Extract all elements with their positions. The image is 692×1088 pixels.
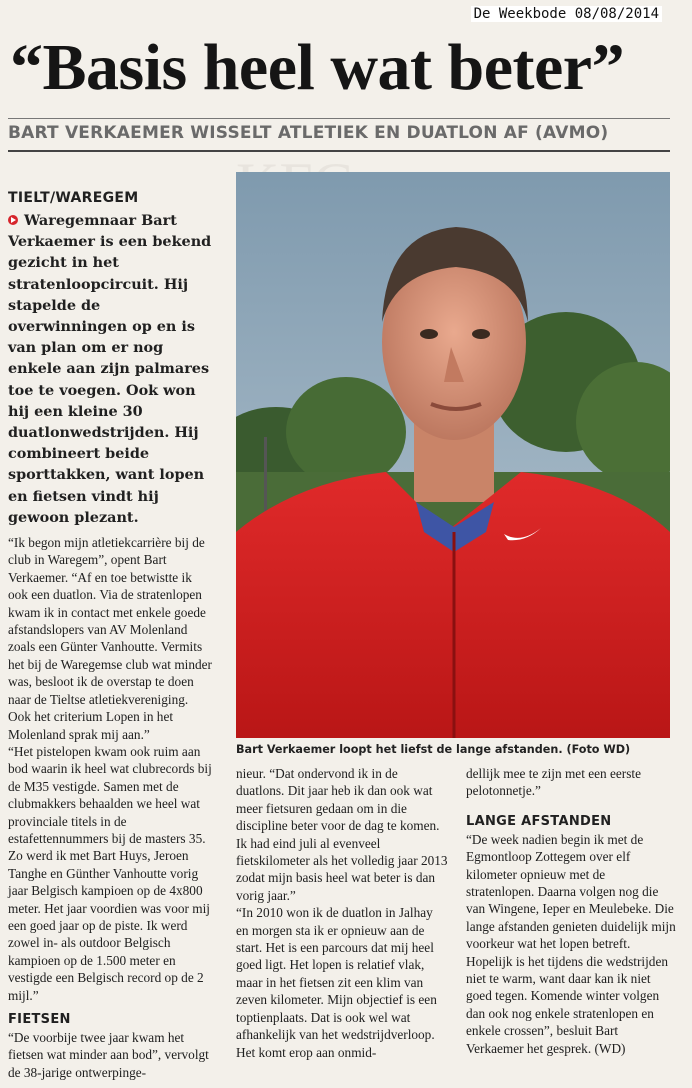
lead-paragraph: Waregemnaar Bart Verkaemer is een bekend gezicht in het stratenloopcircuit. Hij stapelde de overwinningen op en is van plan om er nog enkele aan zijn palmares toe te voegen. Ook won hij een kleine 30 duatlonwedstrijden. Hij combineert beide sporttakken, want lopen en fietsen vindt hij gewoon plezant. [8,212,212,526]
article-body [8,534,214,1081]
paragraph: “Het pistelopen kwam ook ruim aan bod waarin ik heel wat clubrecords bij de M35 vestigde. Samen met de clubmakkers behaalden we heel wat provinciale titels in de estafettennummers bij de masters 35. Zo werd ik met Bart Huys, Jeroen Tanghe en Günther Vanhoutte vorig jaar Belgisch kampioen op de 4x800 meter. Het jaar voordien was voor mij een goed jaar op de piste. Ik werd zowel in- als outdoor Belgisch kampioen op de 1.500 meter en vestigde een Belgisch record op de 2 mijl.” [8,743,212,1003]
section-heading: LANGE AFSTANDEN [466,813,612,829]
paragraph: dellijk mee te zijn met een eerste pelotonnetje.” [466,766,641,799]
divider [8,118,670,119]
paragraph: “De voorbije twee jaar kwam het fietsen wat minder aan bod”, vervolgt de 38-jarige ontwerpinge- [8,1030,209,1080]
paragraph: “In 2010 won ik de duatlon in Jalhay en morgen sta ik er opnieuw aan de start. Het is een parcours dat mij heel goed ligt. Het lopen is relatief vlak, maar in het fietsen zit een klim van zeven kilometer. Mijn objectief is een toptienplaats. Dat is ook wel wat afhankelijk van het wedstrijdverloop. Het komt erop aan onmid- [236,905,437,1060]
bullet-arrow-icon [8,215,18,225]
article-column-2 [236,765,448,1061]
photo-caption: Bart Verkaemer loopt het liefst de lange afstanden. (Foto WD) [236,743,631,756]
athlete-portrait-image [236,172,670,738]
page-title: “Basis heel wat beter” [10,31,625,104]
subheadline: BART VERKAEMER WISSELT ATLETIEK EN DUATLON AF (AVMO) [8,123,609,143]
divider [8,150,670,152]
article-column-3 [466,765,676,1057]
athlete-photo [236,172,670,738]
paragraph: “De week nadien begin ik met de Egmontloop Zottegem over elf kilometer opnieuw met de stratenlopen. Daarna volgen nog die van Wingene, Ieper en Meulebeke. Die lange afstanden genieten duidelijk mijn voorkeur wat het lopen betreft. Hopelijk is het tijdens die wedstrijden niet te warm, want daar kan ik niet goed tegen. Komende winter volgen dan ook nog enkele stratenlopen en enkele crossen”, besluit Bart Verkaemer het gesprek. (WD) [466,831,676,1056]
section-heading: FIETSEN [8,1012,71,1028]
article-column-1 [8,190,214,1081]
masthead: De Weekbode 08/08/2014 [471,6,662,22]
paragraph: “Ik begon mijn atletiekcarrière bij de club in Waregem”, opent Bart Verkaemer. “Af en toe betwistte ik ook een duatlon. Via de stratenlopen kwam ik in contact met enkele goede afstandslopers van AV Molenland zoals een Günter Vanhoutte. Vermits het bij de Waregemse club wat minder was, besloot ik de overstap te doen naar de Tieltse atletiekvereniging. Ook het criterium Lopen in het Molenland sprak mij aan.” [8,535,212,742]
dateline: TIELT/WAREGEM [8,190,139,206]
paragraph: nieur. “Dat ondervond ik in de duatlons. Dit jaar heb ik dan ook wat meer fietsuren gedaan om in die discipline beter voor de dag te komen. Ik had eind juli al evenveel fietskilometer als het volledig jaar 2013 zodat mijn basis heel wat beter is dan vorig jaar.” [236,766,448,903]
